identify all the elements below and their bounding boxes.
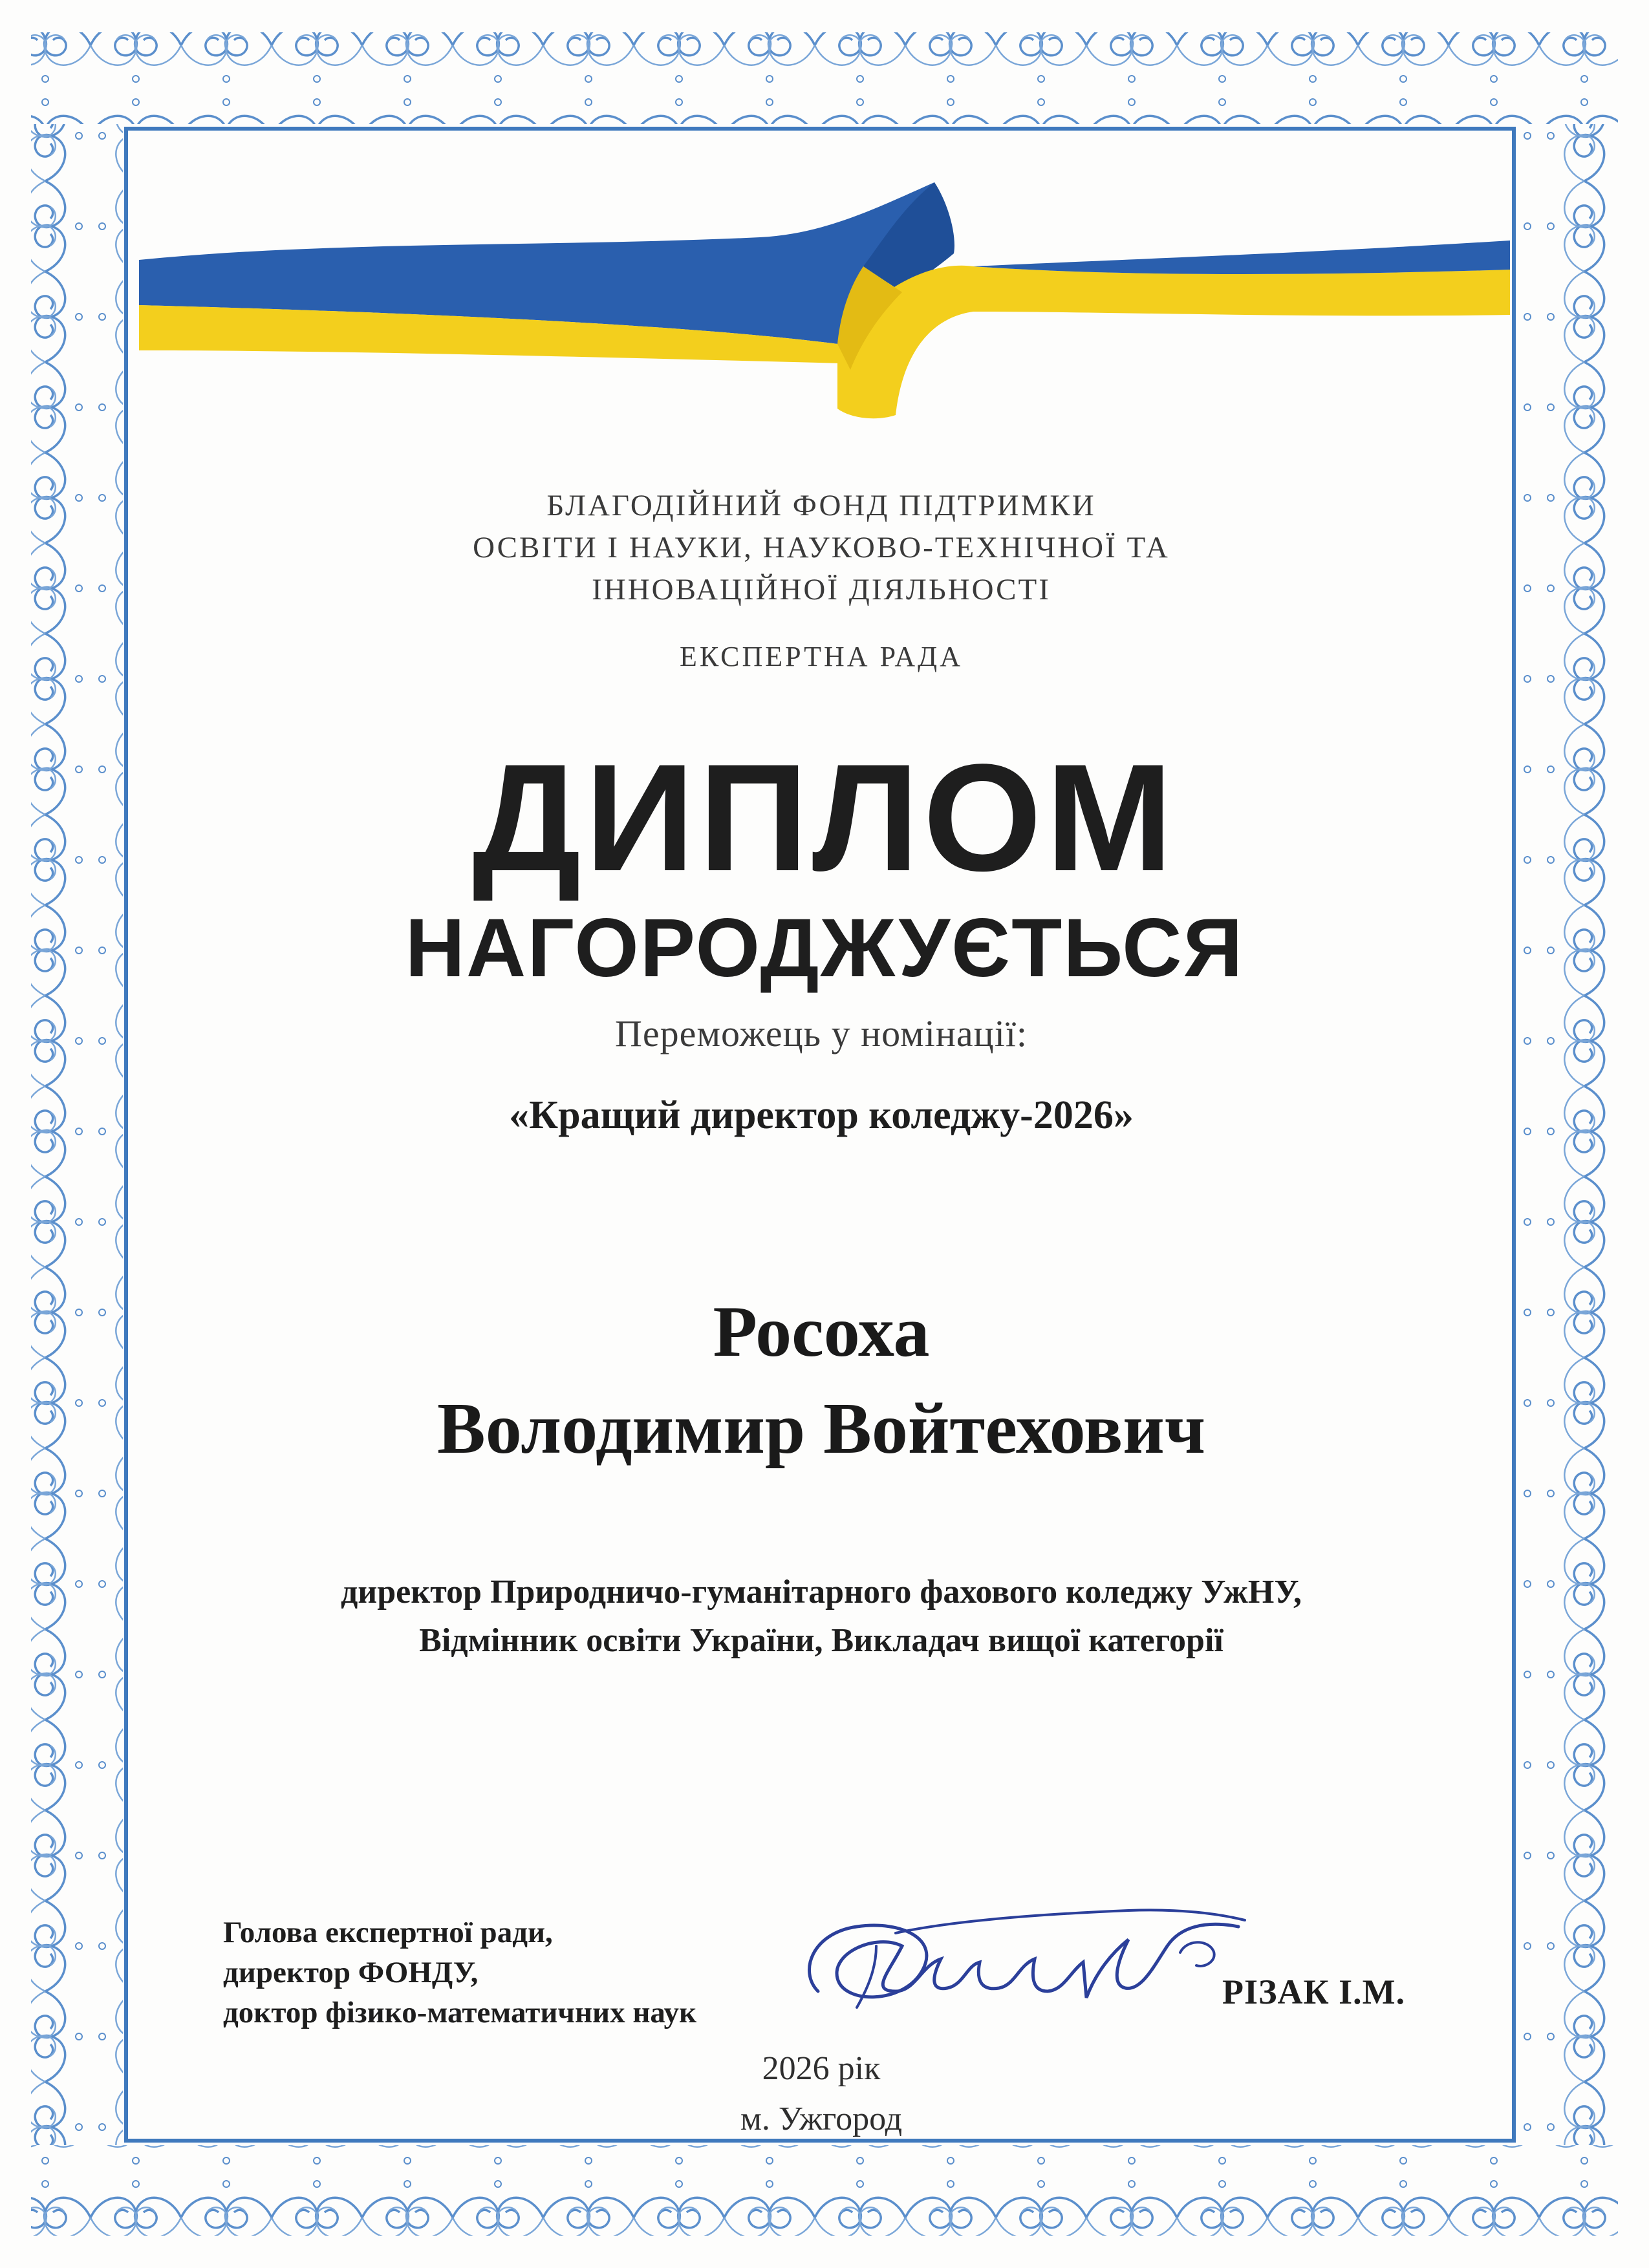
diploma-title: ДИПЛОМ [472,733,1177,903]
signer-title [223,1912,696,2033]
signer-title-line-2: директор ФОНДУ, [223,1956,479,1989]
nomination-intro: Переможець у номінації: [614,1012,1028,1054]
organization-line-2: ОСВІТИ І НАУКИ, НАУКОВО-ТЕХНІЧНОЇ ТА [473,531,1170,564]
signer-title-line-1: Голова експертної ради, [223,1916,553,1949]
council-name: ЕКСПЕРТНА РАДА [680,641,963,672]
handwritten-signature-icon [792,1894,1258,2024]
recipient-given-names: Володимир Войтехович [437,1389,1205,1469]
recipient-position-line-2: Відмінник освіти України, Викладач вищої категорії [419,1622,1223,1659]
recipient-surname: Росоха [713,1292,930,1372]
nomination-title: «Кращий директор коледжу-2026» [509,1093,1134,1137]
organization-line-3: ІННОВАЦІЙНОЇ ДІЯЛЬНОСТІ [592,573,1051,606]
awarded-heading: НАГОРОДЖУЄТЬСЯ [405,902,1244,994]
ukrainian-flag-ribbon-icon [139,163,1510,434]
signer-name: РІЗАК І.М. [1222,1973,1406,2011]
issue-city: м. Ужгород [740,2101,903,2137]
issue-year: 2026 рік [762,2050,881,2087]
recipient-position-line-1: директор Природничо-гуманітарного фахового коледжу УжНУ, [340,1574,1302,1610]
signer-title-line-3: доктор фізико-математичних наук [223,1996,697,2029]
organization-line-1: БЛАГОДІЙНИЙ ФОНД ПІДТРИМКИ [546,489,1096,522]
